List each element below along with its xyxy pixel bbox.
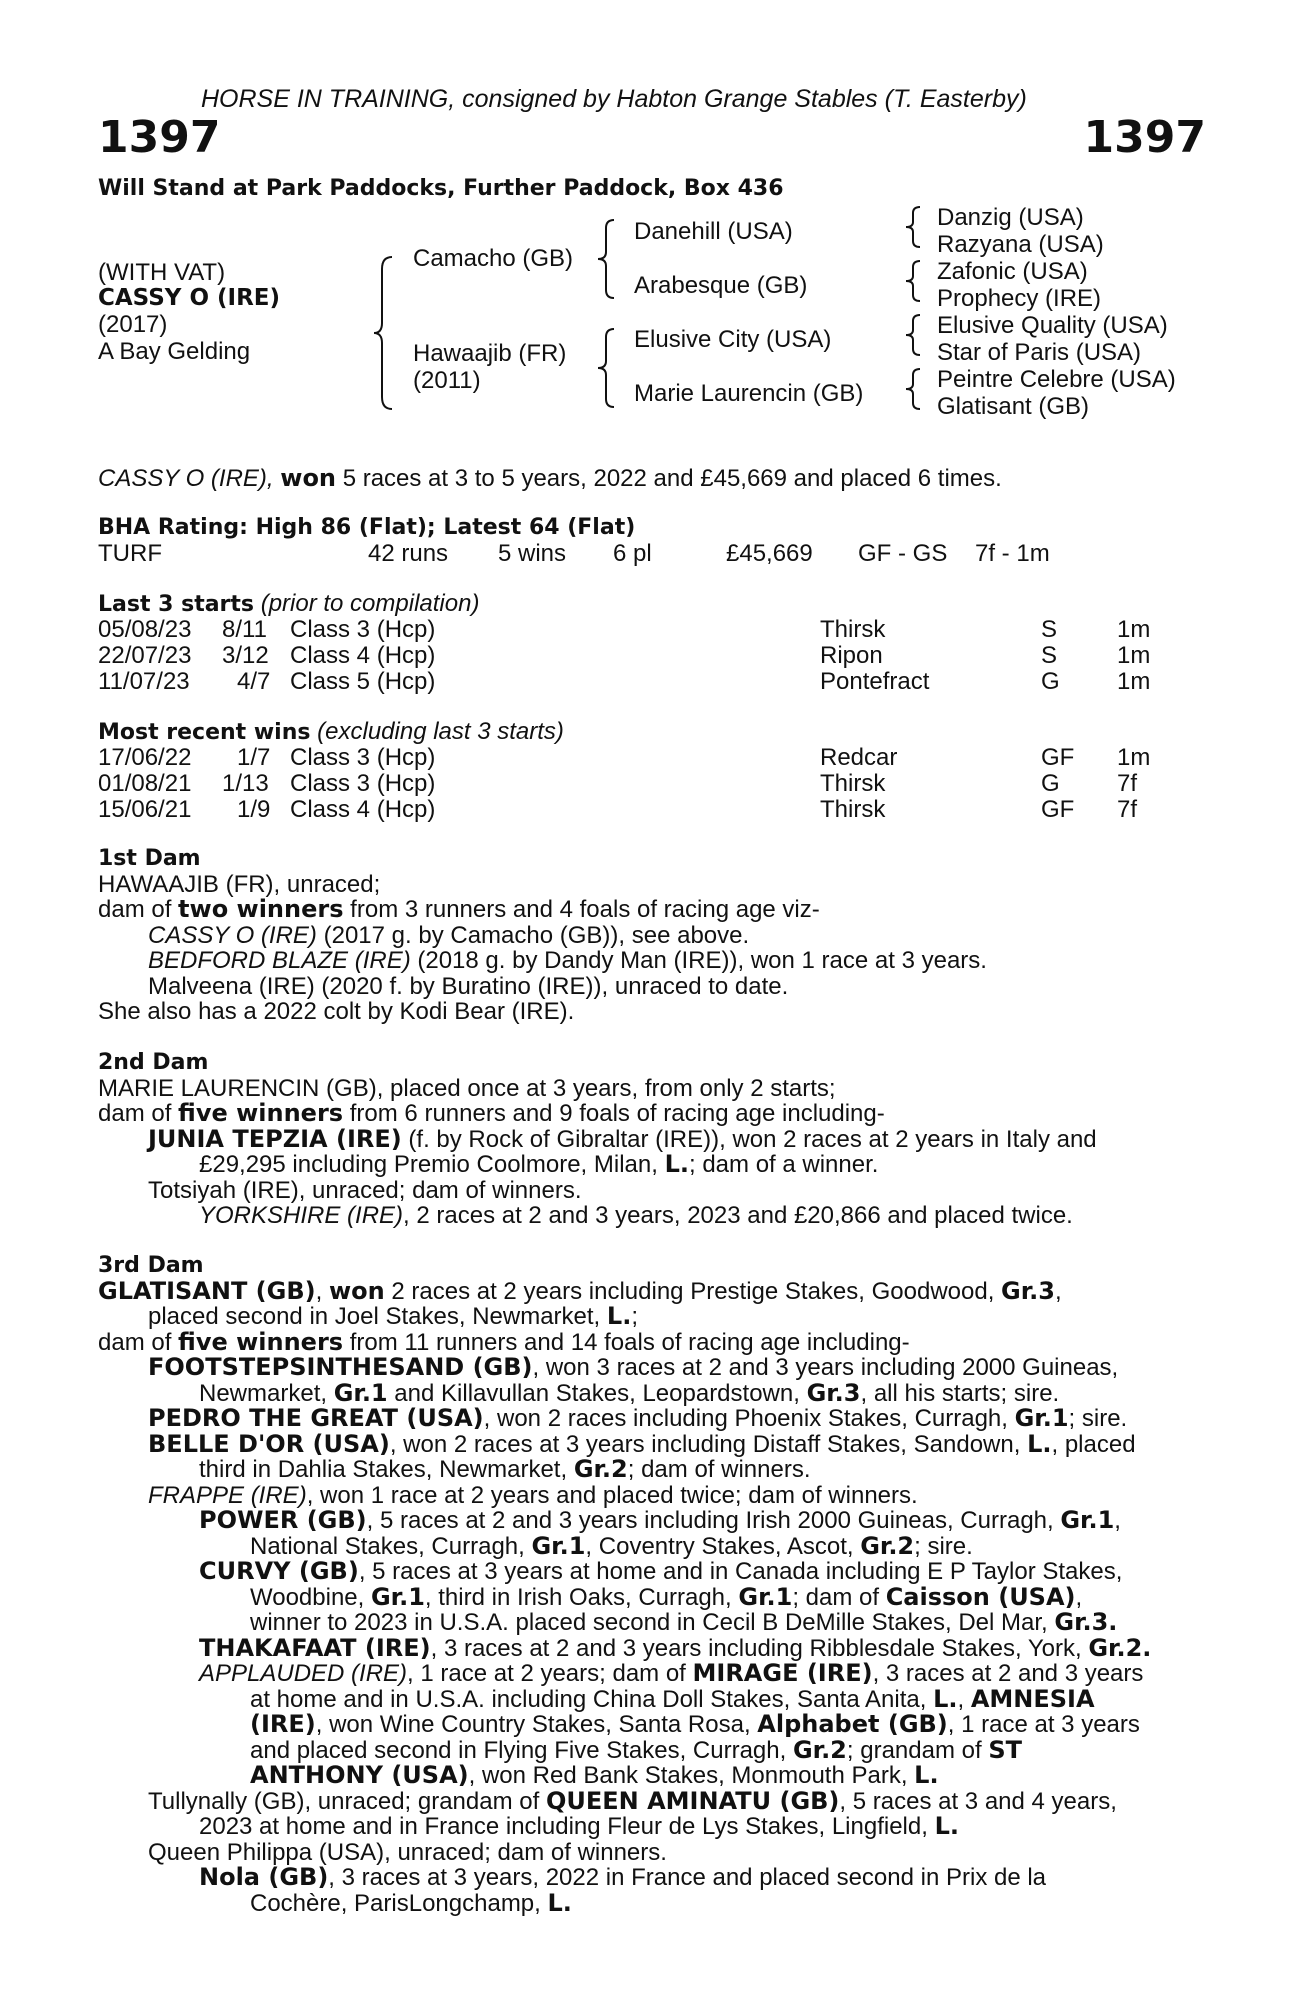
race-course: Ripon [820,642,883,669]
grade-badge: Gr.1 [1014,1404,1069,1432]
horse-name: CASSY O (IRE) [98,285,281,311]
horse-name: QUEEN AMINATU (GB) [545,1786,840,1815]
race-going: S [1041,616,1058,643]
third-dam-line [98,1276,1204,1305]
grade-badge: Gr.2 [792,1735,847,1764]
race-distance: 1m [1117,668,1151,695]
produce-line [98,1457,1204,1483]
grade-badge: Gr.2 [860,1531,915,1560]
produce-line [98,1124,1204,1153]
race-class: Class 4 (Hcp) [290,796,436,823]
produce-line [98,1406,1204,1432]
rating-earnings: £45,669 [726,540,813,567]
race-course: Thirsk [820,796,886,823]
listed-badge: L. [606,1302,632,1330]
produce-line [98,1355,1204,1381]
race-going: S [1041,642,1058,669]
produce-line [98,923,1204,949]
horse-name: Caisson (USA) [885,1582,1076,1611]
horse-name: FRAPPE (IRE) [148,1481,307,1509]
vat-note: (WITH VAT) [98,259,226,286]
pedigree-dd: Marie Laurencin (GB) [634,380,864,407]
text-bold: won [328,1276,385,1305]
produce-line [98,1661,1204,1687]
race-date: 17/06/22 [98,744,192,771]
pedigree-dam: Hawaajib (FR) [413,340,567,367]
pedigree-ss: Danehill (USA) [634,218,793,245]
consignment-line: HORSE IN TRAINING, consigned by Habton Grange Stables (T. Easterby) [201,85,1027,113]
text-bold: two winners [178,895,344,923]
last-starts-title: Last 3 starts [98,592,255,617]
horse-name: Nola (GB) [199,1863,329,1891]
produce-line: Totsiyah (IRE), unraced; dam of winners. [148,1176,582,1204]
text: £29,295 including Premio Coolmore, Milan, [199,1151,665,1178]
listed-badge: L. [1027,1429,1052,1458]
text: winner to 2023 in U.S.A. placed second in Cecil B DeMille Stakes, Del Mar, [250,1609,1055,1636]
produce-line [98,1633,1204,1662]
horse-name: YORKSHIRE (IRE) [199,1202,404,1229]
text: , [1075,1583,1083,1611]
race-course: Pontefract [820,668,930,695]
race-going: G [1041,668,1060,695]
horse-name: BELLE D'OR (USA) [148,1429,390,1458]
produce-line [98,1814,1204,1840]
text: ; grandam of [846,1736,989,1764]
pedigree-dds: Peintre Celebre (USA) [937,366,1176,393]
grade-badge: Gr.1 [531,1531,586,1560]
produce-line [98,1610,1204,1636]
pedigree-dam-year: (2011) [413,367,481,394]
third-dam-line [98,1304,1204,1330]
horse-name: MIRAGE (IRE) [692,1659,873,1687]
pedigree-ddd: Glatisant (GB) [937,393,1090,420]
listed-badge: L. [914,1761,939,1789]
lot-number-right: 1397 [1083,112,1206,163]
produce-line [98,1508,1204,1534]
race-distance: 7f [1117,796,1138,823]
text-bold: five winners [178,1099,344,1127]
produce-line: Queen Philippa (USA), unraced; dam of winners. [148,1838,667,1866]
brace-large [372,255,394,411]
text: from 3 runners and 4 foals of racing age viz- [343,896,820,923]
race-position: 3/12 [222,642,269,669]
race-date: 15/06/21 [98,796,192,823]
text: 2023 at home and in France including Fleur de Lys Stakes, Lingfield, [199,1813,935,1840]
text: National Stakes, Curragh, [250,1532,532,1560]
text: ; dam of winners. [627,1456,811,1483]
race-class: Class 4 (Hcp) [290,642,436,669]
horse-name: POWER (GB) [199,1506,367,1534]
rating-going: GF - GS [858,540,948,567]
produce-line [98,1888,1204,1917]
brace-ss [904,205,922,249]
summary-horse-name: CASSY O (IRE), [98,465,274,492]
text: , Coventry Stakes, Ascot, [585,1532,861,1560]
pedigree-sire: Camacho (GB) [413,245,574,272]
race-date: 05/08/23 [98,616,192,643]
text: , 1 race at 3 years [947,1711,1140,1738]
listed-badge: L. [664,1150,689,1178]
rating-surface: TURF [98,540,162,567]
text: , 5 races at 3 and 4 years, [839,1787,1117,1815]
produce-line [98,1203,1204,1229]
horse-name: Alphabet (GB) [757,1710,948,1738]
produce-line [98,1735,1204,1764]
produce-line [98,1712,1204,1738]
text: (f. by Rock of Gibraltar (IRE)), won 2 races at 2 years in Italy and [401,1125,1097,1153]
text: , 3 races at 2 and 3 years [872,1660,1144,1687]
produce-line [98,1531,1204,1560]
text: , 5 races at 3 years at home and in Canada including E P Taylor Stakes, [358,1558,1123,1585]
horse-name: CURVY (GB) [199,1557,359,1585]
pedigree-sdd: Prophecy (IRE) [937,285,1102,312]
text: , [1054,1277,1062,1305]
pedigree-sd: Arabesque (GB) [634,272,808,299]
text-bold: five winners [178,1327,344,1356]
race-course: Thirsk [820,770,886,797]
text: ; dam of a winner. [689,1151,879,1178]
pedigree-sds: Zafonic (USA) [937,258,1088,285]
horse-name: CASSY O (IRE) [148,921,317,949]
first-dam-produce-summary [98,897,1204,923]
race-date: 22/07/23 [98,642,192,669]
grade-badge: Gr.2 [573,1455,628,1483]
produce-line [98,1786,1204,1815]
text: , third in Irish Oaks, Curragh, [424,1583,739,1611]
produce-line [98,1483,1204,1509]
produce-line [98,1865,1204,1891]
text: , [315,1277,329,1305]
produce-line [98,1763,1204,1789]
text: ; dam of [792,1583,886,1611]
brace-sd [904,259,922,303]
first-dam-section [98,846,1204,1025]
produce-line [98,1684,1204,1713]
listed-badge: L. [934,1812,959,1840]
first-dam-heading: 1st Dam [98,846,201,871]
text: ; [631,1303,638,1330]
grade-badge: Gr.1 [1060,1506,1115,1534]
text: , 3 races at 3 years, 2022 in France and placed second in Prix de la [328,1864,1047,1891]
horse-name: ANTHONY (USA) [250,1761,469,1789]
grade-badge: Gr.3 [1001,1276,1055,1305]
text: , all his starts; sire. [860,1379,1060,1407]
produce-line [98,1582,1204,1611]
text: (2017 g. by Camacho (GB)), see above. [316,921,750,949]
listed-badge: L. [933,1684,958,1713]
third-dam-heading: 3rd Dam [98,1253,204,1278]
brace-sire [596,218,616,300]
race-course: Redcar [820,744,898,771]
grade-badge: Gr.1 [738,1582,793,1611]
text: and Killavullan Stakes, Leopardstown, [387,1379,807,1407]
text: 2 races at 2 years including Prestige Stakes, Goodwood, [384,1277,1002,1305]
race-going: GF [1041,744,1075,771]
brace-dd [904,367,922,411]
race-position: 1/13 [222,770,269,797]
pedigree-dss: Elusive Quality (USA) [937,312,1168,339]
produce-line: She also has a 2022 colt by Kodi Bear (IRE). [98,998,575,1025]
race-going: G [1041,770,1060,797]
recent-wins-note: (excluding last 3 starts) [317,718,564,745]
text: from 11 runners and 14 foals of racing age including- [343,1328,910,1356]
text: Tullynally (GB), unraced; grandam of [148,1787,546,1815]
summary-won: won [280,464,337,492]
text: Cochère, ParisLongchamp, [250,1889,548,1917]
text: , won 3 races at 2 and 3 years including 2000 Guineas, [532,1354,1119,1381]
race-class: Class 5 (Hcp) [290,668,436,695]
text: ; sire. [1068,1405,1128,1432]
race-position: 1/9 [237,796,271,823]
text: , won Red Bank Stakes, Monmouth Park, [468,1762,915,1789]
horse-name: (IRE) [250,1710,316,1738]
race-position: 4/7 [237,668,271,695]
text: placed second in Joel Stakes, Newmarket, [148,1303,607,1330]
race-date: 11/07/23 [98,668,190,695]
second-dam-section [98,1050,1204,1229]
rating-wins: 5 wins [498,540,567,567]
text: Newmarket, [199,1379,334,1407]
race-going: GF [1041,796,1075,823]
text: third in Dahlia Stakes, Newmarket, [199,1456,574,1483]
grade-badge: Gr.2. [1088,1633,1152,1662]
third-dam-produce-summary [98,1327,1204,1356]
produce-line [98,1559,1204,1585]
rating-runs: 42 runs [368,540,449,567]
race-class: Class 3 (Hcp) [290,744,436,771]
grade-badge: Gr.3. [1054,1608,1118,1636]
text: , won 2 races including Phoenix Stakes, Curragh, [483,1405,1015,1432]
race-distance: 1m [1117,642,1151,669]
race-distance: 1m [1117,744,1151,771]
text: , placed [1051,1430,1136,1458]
second-dam-produce-summary [98,1101,1204,1127]
first-dam-line: HAWAAJIB (FR), unraced; [98,870,381,898]
race-summary [98,465,1002,492]
produce-line [98,1429,1204,1458]
produce-line: Malveena (IRE) (2020 f. by Buratino (IRE)), unraced to date. [148,972,789,1000]
text: , 1 race at 2 years; dam of [407,1660,693,1687]
race-distance: 1m [1117,616,1151,643]
text: , won 1 race at 2 years and placed twice; dam of winners. [306,1481,918,1509]
text: , won Wine Country Stakes, Santa Rosa, [315,1711,758,1738]
produce-line [98,1152,1204,1178]
summary-text: 5 races at 3 to 5 years, 2022 and £45,669 and placed 6 times. [342,465,1002,492]
recent-wins-title: Most recent wins [98,720,311,745]
lot-number-left: 1397 [98,112,221,163]
horse-name: FOOTSTEPSINTHESAND (GB) [148,1353,533,1381]
text: , 2 races at 2 and 3 years, 2023 and £20,866 and placed twice. [403,1202,1073,1229]
produce-line [98,948,1204,974]
race-position: 8/11 [222,616,267,643]
grade-badge: Gr.1 [333,1378,388,1407]
grade-badge: Gr.3 [806,1378,861,1407]
horse-name: BEDFORD BLAZE (IRE) [148,947,411,974]
brace-dam [596,327,616,409]
pedigree-dsd: Star of Paris (USA) [937,339,1142,366]
race-class: Class 3 (Hcp) [290,770,436,797]
brace-ds [904,313,922,357]
race-date: 01/08/21 [98,770,192,797]
second-dam-heading: 2nd Dam [98,1050,209,1075]
race-course: Thirsk [820,616,886,643]
pedigree-ssd: Razyana (USA) [937,231,1104,258]
horse-name: JUNIA TEPZIA (IRE) [148,1124,402,1153]
second-dam-line: MARIE LAURENCIN (GB), placed once at 3 years, from only 2 starts; [98,1074,836,1102]
bha-rating: BHA Rating: High 86 (Flat); Latest 64 (Flat) [98,515,636,540]
text: , won 2 races at 3 years including Distaff Stakes, Sandown, [389,1430,1028,1458]
recent-wins-heading [98,719,564,746]
text: , [1114,1507,1121,1534]
text: , 3 races at 2 and 3 years including Ribblesdale Stakes, York, [430,1634,1089,1662]
horse-name: APPLAUDED (IRE) [199,1660,408,1687]
text: dam of [98,1328,179,1356]
pedigree-ds: Elusive City (USA) [634,326,832,353]
text: (2018 g. by Dandy Man (IRE)), won 1 race at 3 years. [410,947,987,974]
pedigree-sss: Danzig (USA) [937,204,1084,231]
last-starts-note: (prior to compilation) [260,590,480,617]
horse-name: PEDRO THE GREAT (USA) [148,1404,484,1432]
horse-year: (2017) [98,311,168,338]
third-dam-section [98,1253,1204,1916]
text: , 5 races at 2 and 3 years including Irish 2000 Guineas, Curragh, [366,1507,1061,1534]
rating-placed: 6 pl [613,540,652,567]
last-starts-heading [98,591,479,618]
text: from 6 runners and 9 foals of racing age including- [343,1100,885,1127]
stabling-line: Will Stand at Park Paddocks, Further Paddock, Box 436 [98,176,784,201]
text: and placed second in Flying Five Stakes, Curragh, [250,1736,793,1764]
text: , [957,1685,971,1713]
race-distance: 7f [1117,770,1138,797]
text: at home and in U.S.A. including China Doll Stakes, Santa Anita, [250,1685,934,1713]
race-class: Class 3 (Hcp) [290,616,436,643]
text: Woodbine, [250,1583,371,1611]
rating-distance: 7f - 1m [975,540,1050,567]
horse-description: A Bay Gelding [98,338,251,365]
text: dam of [98,896,179,923]
horse-name: ST [988,1735,1022,1764]
text: dam of [98,1100,179,1127]
horse-name: AMNESIA [970,1684,1095,1713]
horse-name: GLATISANT (GB) [98,1276,316,1305]
grade-badge: Gr.1 [370,1582,425,1611]
listed-badge: L. [547,1888,572,1917]
text: ; sire. [914,1532,973,1560]
produce-line [98,1378,1204,1407]
horse-name: THAKAFAAT (IRE) [199,1633,431,1662]
race-position: 1/7 [237,744,271,771]
